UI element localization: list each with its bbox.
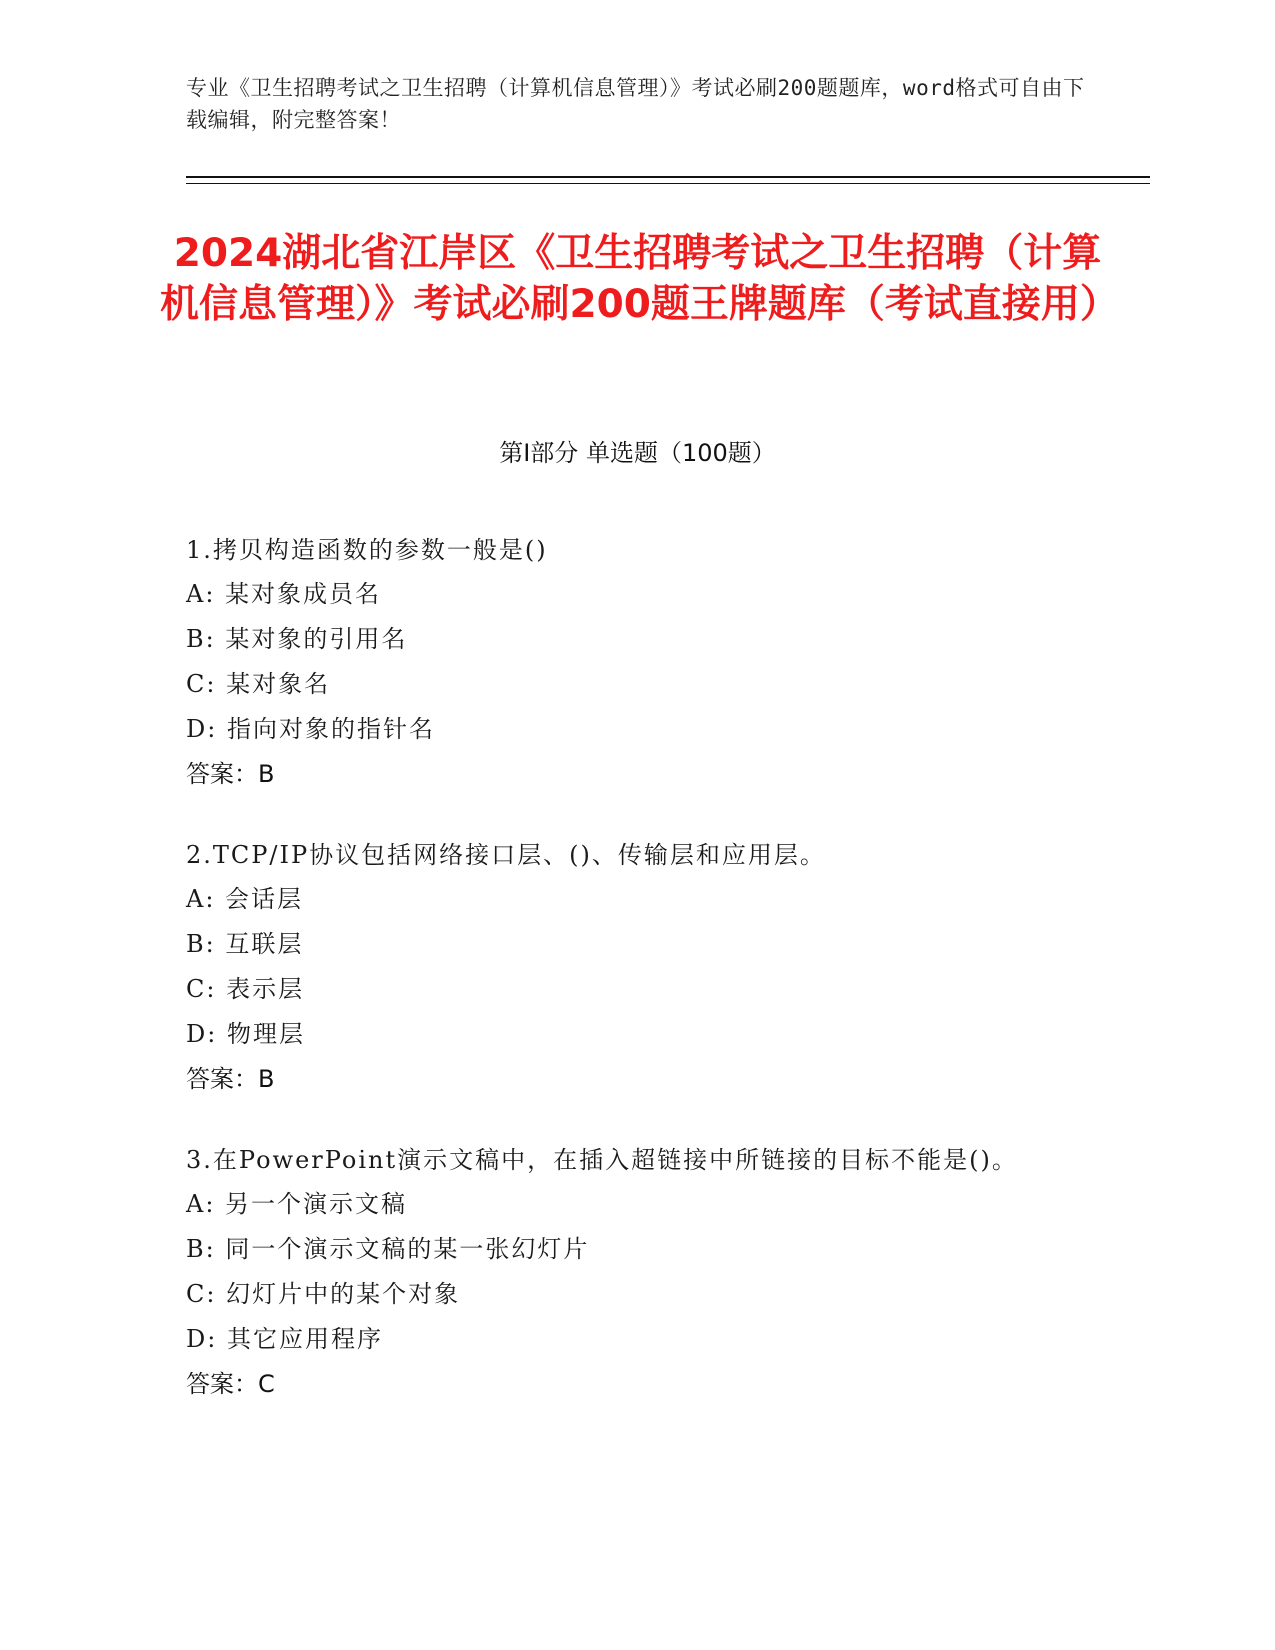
answer: 答案：C — [186, 1370, 275, 1398]
section-title: 第I部分 单选题（100题） — [499, 439, 776, 467]
option-a: A: 会话层 — [186, 885, 304, 913]
option-b: B: 同一个演示文稿的某一张幻灯片 — [186, 1235, 590, 1263]
header-divider-thick — [186, 176, 1150, 178]
question-1 — [186, 528, 1086, 797]
option-a: A: 某对象成员名 — [186, 580, 382, 608]
option-c: C: 表示层 — [186, 975, 305, 1003]
option-c: C: 幻灯片中的某个对象 — [186, 1280, 461, 1308]
option-b: B: 某对象的引用名 — [186, 625, 408, 653]
question-stem: 3.在PowerPoint演示文稿中，在插入超链接中所链接的目标不能是()。 — [186, 1146, 1018, 1174]
option-d: D: 指向对象的指针名 — [186, 715, 435, 743]
option-d: D: 其它应用程序 — [186, 1325, 383, 1353]
option-c: C: 某对象名 — [186, 670, 331, 698]
header-note: 专业《卫生招聘考试之卫生招聘（计算机信息管理）》考试必刷200题题库，word格式可自由下载编辑，附完整答案！ — [186, 76, 1085, 132]
option-a: A: 另一个演示文稿 — [186, 1190, 408, 1218]
document-title: 2024湖北省江岸区《卫生招聘考试之卫生招聘（计算机信息管理）》考试必刷200题王牌题库（考试直接用） — [160, 231, 1119, 327]
header-divider-thin — [186, 183, 1150, 184]
answer: 答案：B — [186, 1065, 275, 1093]
question-3 — [186, 1138, 1086, 1407]
question-stem: 2.TCP/IP协议包括网络接口层、()、传输层和应用层。 — [186, 841, 826, 869]
option-d: D: 物理层 — [186, 1020, 305, 1048]
question-stem: 1.拷贝构造函数的参数一般是() — [186, 536, 548, 564]
answer: 答案：B — [186, 760, 275, 788]
option-b: B: 互联层 — [186, 930, 304, 958]
question-list — [186, 528, 1086, 1443]
question-2 — [186, 833, 1086, 1102]
